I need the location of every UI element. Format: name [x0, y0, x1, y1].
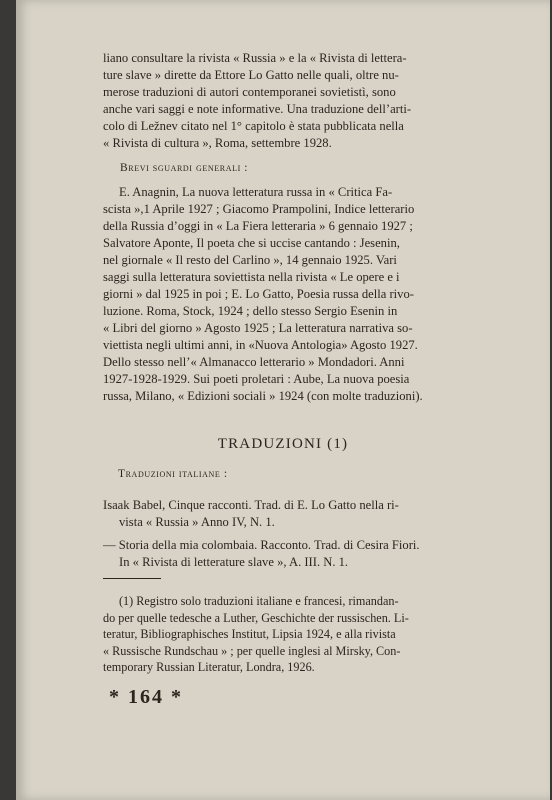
- text-line: anche vari saggi e note informative. Una traduzione dell’arti-: [103, 102, 412, 116]
- entry-colombaia: [103, 537, 486, 571]
- text-line: do per quelle tedesche a Luther, Geschichte der russischen. Li-: [103, 610, 409, 625]
- text-line: Salvatore Aponte, Il poeta che si uccise cantando : Jesenin,: [103, 236, 400, 250]
- section-heading-brevi: Brevi sguardi generali :: [120, 162, 249, 174]
- text-line: vista « Russia » Anno IV, N. 1.: [119, 515, 275, 529]
- text-line: saggi sulla letteratura soviettista nella rivista « Le opere e i: [103, 270, 400, 284]
- book-page: [16, 0, 550, 800]
- text-line: « Rivista di cultura », Roma, settembre 1928.: [103, 136, 332, 150]
- text-line: giorni » dal 1925 in poi ; E. Lo Gatto, Poesia russa della rivo-: [103, 287, 414, 301]
- footnote-divider: [103, 578, 161, 579]
- section-heading-italiane: Traduzioni italiane :: [118, 468, 228, 480]
- text-line: luzione. Roma, Stock, 1924 ; dello stesso Sergio Esenin in: [103, 304, 398, 318]
- text-line: (1) Registro solo traduzioni italiane e francesi, rimandan-: [119, 594, 399, 608]
- text-line: nel giornale « Il resto del Carlino », 14 gennaio 1925. Vari: [103, 253, 397, 267]
- text-line: colo di Ležnev citato nel 1° capitolo è stata pubblicata nella: [103, 119, 404, 133]
- text-line: Isaak Babel, Cinque racconti. Trad. di E. Lo Gatto nella ri-: [103, 498, 399, 512]
- text-line: « Russische Rundschau » ; per quelle inglesi al Mirsky, Con-: [103, 643, 401, 658]
- brevi-paragraph: [103, 184, 486, 405]
- text-line: viettista negli ultimi anni, in «Nuova Antologia» Agosto 1927.: [103, 338, 418, 352]
- text-line: — Storia della mia colombaia. Racconto. Trad. di Cesira Fiori.: [103, 538, 420, 552]
- text-line: Dello stesso nell’« Almanacco letterario » Mondadori. Anni: [103, 355, 405, 369]
- text-line: 1927-1928-1929. Sui poeti proletari : Aube, La nuova poesia: [103, 372, 410, 386]
- text-line: russa, Milano, « Edizioni sociali » 1924 (con molte traduzioni).: [103, 389, 423, 403]
- text-line: temporary Russian Literatur, Londra, 1926.: [103, 660, 315, 674]
- intro-paragraph: [103, 50, 486, 152]
- text-line: In « Rivista di letterature slave », A. III. N. 1.: [119, 555, 349, 569]
- text-line: scista »,1 Aprile 1927 ; Giacomo Prampolini, Indice letterario: [103, 202, 415, 216]
- text-line: teratur, Bibliographisches Institut, Lipsia 1924, e alla rivista: [103, 627, 396, 641]
- entry-babel: [103, 497, 486, 531]
- footnote: [103, 593, 486, 676]
- text-line: della Russia d’oggi in « La Fiera letteraria » 6 gennaio 1927 ;: [103, 219, 413, 233]
- text-line: « Libri del giorno » Agosto 1925 ; La letteratura narrativa so-: [103, 321, 413, 335]
- text-line: ture slave » dirette da Ettore Lo Gatto nelle quali, oltre nu-: [103, 68, 399, 82]
- page-number: * 164 *: [109, 686, 183, 708]
- text-line: E. Anagnin, La nuova letteratura russa in « Critica Fa-: [119, 185, 393, 199]
- traduzioni-title: TRADUZIONI (1): [217, 436, 349, 452]
- text-line: liano consultare la rivista « Russia » e la « Rivista di lettera-: [103, 51, 407, 65]
- text-line: merose traduzioni di autori contemporanei sovietistì, sono: [103, 85, 396, 99]
